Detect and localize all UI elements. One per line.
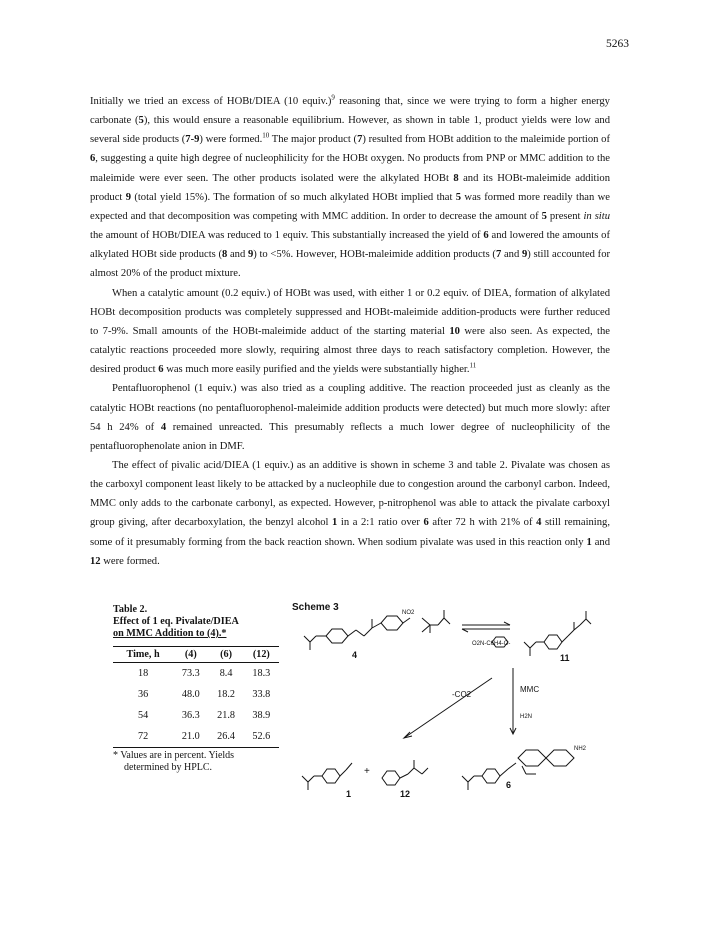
compound-label-12: 12 xyxy=(400,789,411,798)
table-cell: 38.9 xyxy=(252,710,271,721)
table-cell: 52.6 xyxy=(244,726,279,748)
mmc-label: MMC xyxy=(520,685,540,694)
pivalate-structure xyxy=(422,610,450,633)
decarboxylation-arrow xyxy=(404,678,492,738)
table-caption-title: Effect of 1 eq. Pivalate/DIEA xyxy=(113,616,239,627)
h2n-label: H2N xyxy=(520,714,533,720)
scheme-3 xyxy=(292,598,592,798)
compound-1-structure xyxy=(302,763,352,790)
plus-sign: + xyxy=(364,766,370,777)
table-caption-label: Table 2. xyxy=(113,604,148,615)
table-cell: 18.2 xyxy=(217,689,235,700)
paragraph-3: Pentafluorophenol (1 equiv.) was also tried as a coupling additive. The reaction proceeded just as cleanly as the catalytic HOBt reactions (no pentafluorophenol-maleimide addition products were detected) but much more slowly: after 54 h 24% of 4 remained unreacted. This presumably reflects a much lower degree of nucleophilicity of the pentafluorophenolate anion in DMF. xyxy=(90,383,610,452)
table-row xyxy=(113,705,279,726)
table-2 xyxy=(113,604,289,774)
table-cell: 72 xyxy=(113,726,173,748)
paragraph-2: When a catalytic amount (0.2 equiv.) of HOBt was used, with either 1 or 0.2 equiv. of DIEA, formation of alkylated HOBt decomposition products was completely suppressed and HOBt-maleimide addition-products were further reduced to 7-9%. Small amounts of the HOBt-maleimide adduct of the starting material 10 were also seen. As expected, the catalytic reactions proceeded more slowly, requiring almost three days to reach satisfactory completion. However, the desired product 6 was much more easily purified and the yields were substantially higher.$^{11}$ xyxy=(90,287,610,376)
table-cell: 21.0 xyxy=(173,726,208,748)
compound-11-structure xyxy=(524,611,591,656)
compound-label-11: 11 xyxy=(560,653,570,663)
table-cell: 54 xyxy=(137,710,149,721)
table-cell: 18.3 xyxy=(252,668,271,679)
compound-label-6: 6 xyxy=(506,780,512,790)
nh2-label: NH2 xyxy=(574,746,587,752)
table-row xyxy=(113,663,279,685)
compound-6-structure xyxy=(462,750,574,790)
data-table xyxy=(113,646,279,748)
body-text xyxy=(90,92,610,571)
table-cell: 18 xyxy=(137,668,149,679)
compound-12-structure xyxy=(382,760,428,785)
page-number: 5263 xyxy=(606,38,629,50)
compound-label-4: 4 xyxy=(352,650,358,660)
header-time: Time, h xyxy=(113,647,173,663)
table-footnote xyxy=(113,750,289,774)
compound-label-1: 1 xyxy=(346,789,352,798)
footnote-line-2: determined by HPLC. xyxy=(124,762,213,773)
scheme-3-diagram xyxy=(292,598,592,798)
table-caption-title-2: on MMC Addition to (4).* xyxy=(113,628,227,639)
compound-4-structure xyxy=(304,616,410,650)
header-12: (12) xyxy=(244,647,279,663)
scheme-title: Scheme 3 xyxy=(292,602,339,613)
table-row xyxy=(113,684,279,705)
no2-label-4: NO2 xyxy=(402,610,415,616)
table-caption xyxy=(113,604,289,640)
table-cell: 21.8 xyxy=(217,710,235,721)
table-cell: 26.4 xyxy=(208,726,243,748)
table-cell: 8.4 xyxy=(219,668,233,679)
table-cell: 36 xyxy=(137,689,149,700)
table-cell: 33.8 xyxy=(252,689,271,700)
header-6: (6) xyxy=(208,647,243,663)
paragraph-4: The effect of pivalic acid/DIEA (1 equiv.) as an additive is shown in scheme 3 and table 2. Pivalate was chosen as the carboxyl component least likely to be attacked by a nucleophile due to congestion around the carbonyl carbon. Indeed, MMC only adds to the carbonate carbonyl, as expected. However, p-nitrophenol was able to attack the pivalate carboxyl group giving, after decarboxylation, the benzyl alcohol 1 in a 2:1 ratio over 6 after 72 h with 21% of 4 still remaining, some of it presumably forming from the back reaction shown. When sodium pivalate was used in this reaction only 1 and 12 were formed. xyxy=(90,459,610,567)
paragraph-1: Initially we tried an excess of HOBt/DIEA (10 equiv.)$^9$ reasoning that, since we were trying to form a higher energy carbonate (5), this would ensure a reasonable equilibrium. However, as shown in table 1, product yields were low and several side products (7-9) were formed.$^{10}$ The major product (7) resulted from HOBt addition to the maleimide portion of 6, suggesting a quite high degree of nucleophilicity for the HOBt oxygen. No products from PNP or MMC addition to the maleimide were ever seen. The other products isolated were the alkylated HOBt 8 and its HOBt-maleimide addition product 9 (total yield 15%). The formation of so much alkylated HOBt implied that 5 was formed more readily than we expected and that decomposition was competing with MMC addition. In order to decrease the amount of 5 present in situ the amount of HOBt/DIEA was reduced to 1 equiv. This substantially increased the yield of 6 and lowered the amounts of alkylated HOBt side products (8 and 9) to <5%. However, HOBt-maleimide addition products (7 and 9) still accounted for almost 20% of the product mixture. xyxy=(90,93,611,280)
co2-label: -CO2 xyxy=(452,690,472,699)
table-cell: 73.3 xyxy=(181,668,200,679)
footnote-line-1: * Values are in percent. Yields xyxy=(113,750,235,761)
table-cell: 36.3 xyxy=(181,710,200,721)
table-row xyxy=(113,726,279,748)
nitrophenolate-label: O2N-C6H4-O- xyxy=(472,641,511,647)
header-4: (4) xyxy=(173,647,208,663)
table-header-row xyxy=(113,647,279,663)
table-cell: 48.0 xyxy=(181,689,200,700)
